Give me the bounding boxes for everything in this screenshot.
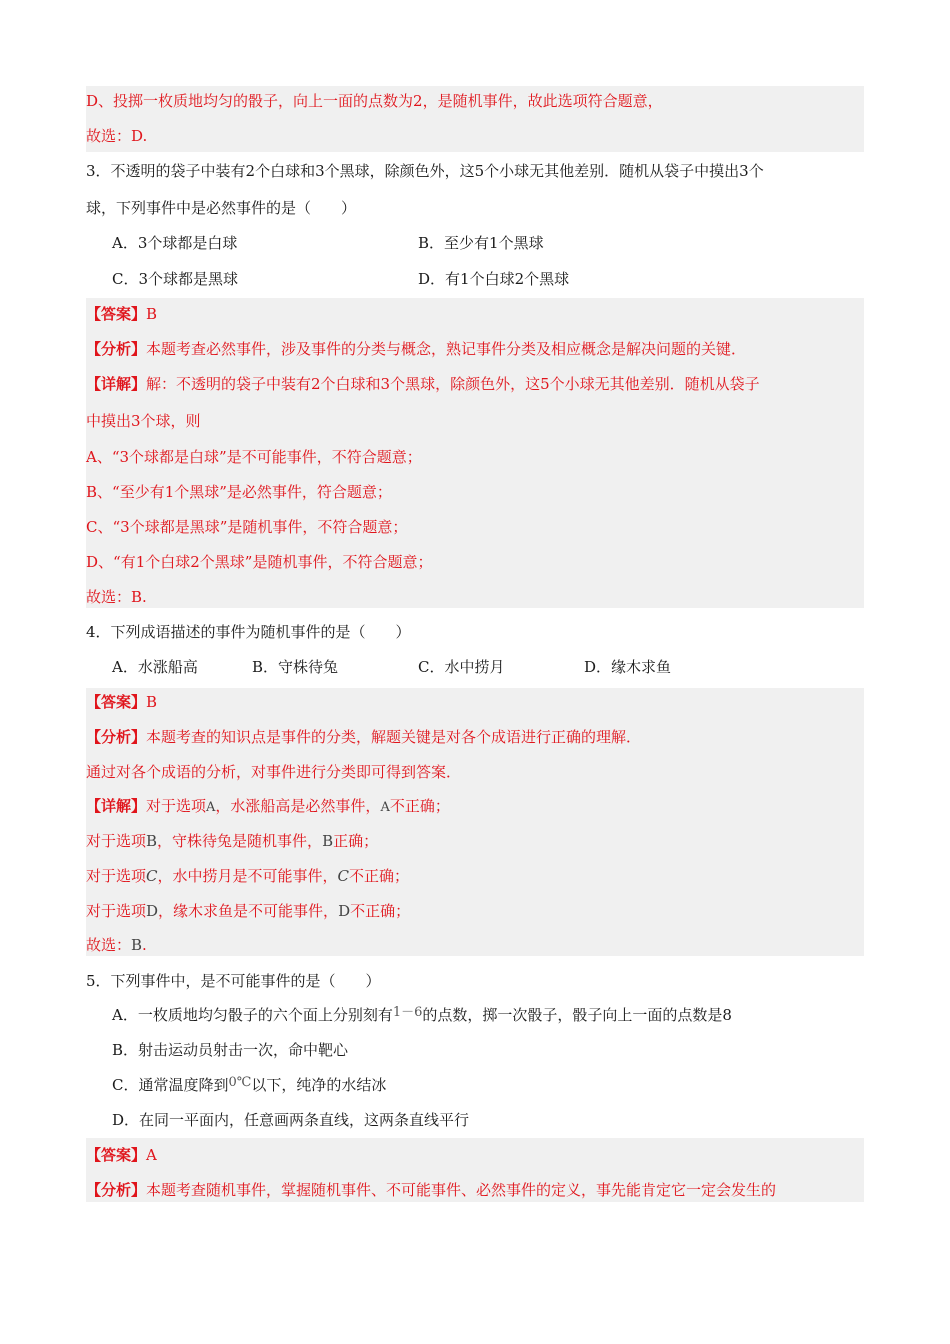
q5-option-d: D．在同一平面内，任意画两条直线，这两条直线平行 (112, 1111, 470, 1129)
detail-text: 对于选项 (86, 902, 147, 920)
detail-text: 不正确； (389, 797, 450, 815)
q3-detail-line-1 (86, 373, 760, 395)
q4-option-d: D．缘木求鱼 (584, 658, 672, 676)
q4-option-b: B．守株待兔 (252, 658, 339, 676)
q3-analysis (86, 338, 746, 360)
detail-text: 对于选项 (86, 867, 147, 885)
detail-text: 故选： (86, 936, 132, 954)
q3-detail-c: C、“3个球都是黑球”是随机事件，不符合题意； (86, 518, 408, 536)
detail-text: 解：不透明的袋子中装有2个白球和3个黑球，除颜色外，这5个小球无其他差别．随机从袋子 (146, 375, 760, 393)
option-symbol: A (380, 800, 390, 815)
q4-answer (86, 691, 157, 713)
q4-option-c: C．水中捞月 (418, 658, 505, 676)
analysis-text: 本题考查的知识点是事件的分类，解题关键是对各个成语进行正确的理解． (146, 728, 642, 746)
analysis-tag: 【分析】 (86, 1181, 147, 1199)
answer-tag: 【答案】 (86, 305, 147, 323)
detail-text: 不正确； (350, 902, 411, 920)
q3-detail-d: D、“有1个白球2个黑球”是随机事件，不符合题意； (86, 553, 433, 571)
detail-text: 对于选项 (86, 832, 147, 850)
q4-detail-line-1 (86, 795, 450, 817)
q5-stem: 5．下列事件中，是不可能事件的是（ ） (86, 972, 381, 990)
q4-conclusion (86, 934, 147, 956)
q3-detail-line-2: 中摸出3个球，则 (86, 412, 201, 430)
option-symbol: C (146, 867, 158, 885)
math-temperature: 0℃ (228, 1075, 252, 1090)
q5-answer (86, 1144, 157, 1166)
detail-tag: 【详解】 (86, 375, 147, 393)
answer-tag: 【答案】 (86, 1146, 147, 1164)
q3-option-b: B．至少有1个黑球 (418, 234, 544, 252)
q3-detail-b: B、“至少有1个黑球”是必然事件，符合题意； (86, 483, 392, 501)
detail-text: ，守株待兔是随机事件， (157, 832, 323, 850)
q4-stem: 4．下列成语描述的事件为随机事件的是（ ） (86, 623, 411, 641)
q3-conclusion: 故选：B. (86, 588, 147, 606)
option-symbol: B (131, 936, 143, 954)
detail-text: ，缘木求鱼是不可能事件， (158, 902, 339, 920)
option-symbol: C (337, 867, 349, 885)
answer-value: A (146, 1146, 157, 1164)
option-symbol: B (146, 832, 158, 850)
option-symbol: A (206, 800, 216, 815)
detail-text: 不正确； (349, 867, 410, 885)
q3-stem-line-1: 3．不透明的袋子中装有2个白球和3个黑球，除颜色外，这5个小球无其他差别．随机从袋子中摸出3个 (86, 162, 764, 180)
option-symbol: D (338, 902, 351, 920)
q3-stem-line-2: 球，下列事件中是必然事件的是（ ） (86, 199, 357, 217)
q4-detail-line-2 (86, 830, 378, 852)
q3-option-d: D．有1个白球2个黑球 (418, 270, 570, 288)
q4-analysis-line-2: 通过对各个成语的分析，对事件进行分类即可得到答案． (86, 763, 462, 781)
q3-option-a: A．3个球都是白球 (112, 234, 238, 252)
q4-detail-line-3 (86, 865, 409, 887)
q5-option-a (112, 1004, 732, 1026)
prev-conclusion: 故选：D. (86, 127, 148, 145)
answer-value: B (146, 693, 158, 711)
q4-option-a: A．水涨船高 (112, 658, 198, 676)
detail-text: ，水中捞月是不可能事件， (157, 867, 338, 885)
q5-option-b: B．射击运动员射击一次，命中靶心 (112, 1041, 349, 1059)
option-text: 以下，纯净的水结冰 (251, 1076, 387, 1094)
analysis-text: 本题考查随机事件，掌握随机事件、不可能事件、必然事件的定义，事先能肯定它一定会发生的 (146, 1181, 777, 1199)
analysis-text: 本题考查必然事件，涉及事件的分类与概念，熟记事件分类及相应概念是解决问题的关键． (146, 340, 747, 358)
detail-tag: 【详解】 (86, 797, 147, 815)
detail-text: 正确； (333, 832, 379, 850)
analysis-tag: 【分析】 (86, 728, 147, 746)
q3-option-c: C．3个球都是黑球 (112, 270, 239, 288)
q3-answer (86, 303, 157, 325)
answer-tag: 【答案】 (86, 693, 147, 711)
option-text: 的点数，掷一次骰子，骰子向上一面的点数是8 (422, 1006, 732, 1024)
q5-option-c (112, 1074, 386, 1096)
option-text: A．一枚质地均匀骰子的六个面上分别刻有 (112, 1006, 393, 1024)
detail-text: 对于选项 (146, 797, 207, 815)
answer-value: B (146, 305, 158, 323)
q4-analysis (86, 726, 641, 748)
math-range: 1－6 (392, 1005, 423, 1020)
option-text: C．通常温度降到 (112, 1076, 229, 1094)
option-symbol: B (322, 832, 334, 850)
analysis-tag: 【分析】 (86, 340, 147, 358)
detail-text: . (142, 936, 147, 954)
detail-text: ，水涨船高是必然事件， (215, 797, 381, 815)
prev-option-d-explanation: D、投掷一枚质地均匀的骰子，向上一面的点数为2，是随机事件，故此选项符合题意， (86, 92, 663, 110)
q4-detail-line-4 (86, 900, 410, 922)
option-symbol: D (146, 902, 159, 920)
q3-detail-a: A、“3个球都是白球”是不可能事件，不符合题意； (86, 448, 422, 466)
q5-analysis (86, 1179, 776, 1201)
